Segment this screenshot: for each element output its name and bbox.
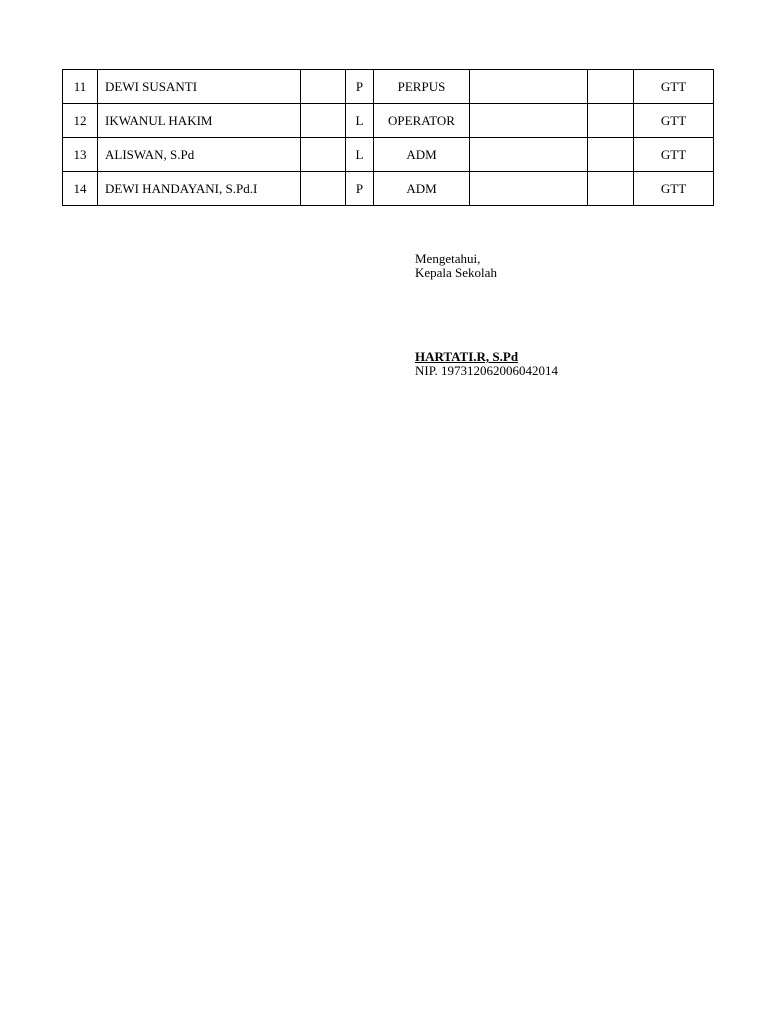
status-cell: GTT xyxy=(634,138,714,172)
blank-cell xyxy=(588,104,634,138)
blank-cell xyxy=(301,104,346,138)
row-number: 11 xyxy=(63,70,98,104)
blank-cell xyxy=(470,104,588,138)
table-row xyxy=(63,172,714,206)
blank-cell xyxy=(588,172,634,206)
staff-name: ALISWAN, S.Pd xyxy=(98,138,301,172)
role-cell: PERPUS xyxy=(374,70,470,104)
blank-cell xyxy=(588,70,634,104)
row-number: 12 xyxy=(63,104,98,138)
signature-space xyxy=(415,280,558,350)
gender-cell: L xyxy=(346,138,374,172)
table-row xyxy=(63,70,714,104)
signatory-nip: NIP. 197312062006042014 xyxy=(415,363,559,378)
status-cell: GTT xyxy=(634,104,714,138)
gender-cell: P xyxy=(346,70,374,104)
status-cell: GTT xyxy=(634,172,714,206)
blank-cell xyxy=(470,70,588,104)
blank-cell xyxy=(470,172,588,206)
blank-cell xyxy=(301,138,346,172)
signatory-name: HARTATI.R, S.Pd xyxy=(415,349,519,364)
blank-cell xyxy=(301,70,346,104)
blank-cell xyxy=(470,138,588,172)
gender-cell: P xyxy=(346,172,374,206)
staff-name: DEWI SUSANTI xyxy=(98,70,301,104)
row-number: 14 xyxy=(63,172,98,206)
position-label: Kepala Sekolah xyxy=(415,265,497,280)
staff-name: DEWI HANDAYANI, S.Pd.I xyxy=(98,172,301,206)
status-cell: GTT xyxy=(634,70,714,104)
role-cell: ADM xyxy=(374,138,470,172)
role-cell: ADM xyxy=(374,172,470,206)
signature-block xyxy=(415,252,558,378)
blank-cell xyxy=(588,138,634,172)
staff-table xyxy=(62,69,714,206)
acknowledged-label: Mengetahui, xyxy=(415,251,481,266)
table-row xyxy=(63,138,714,172)
staff-name: IKWANUL HAKIM xyxy=(98,104,301,138)
role-cell: OPERATOR xyxy=(374,104,470,138)
table-row xyxy=(63,104,714,138)
row-number: 13 xyxy=(63,138,98,172)
blank-cell xyxy=(301,172,346,206)
gender-cell: L xyxy=(346,104,374,138)
